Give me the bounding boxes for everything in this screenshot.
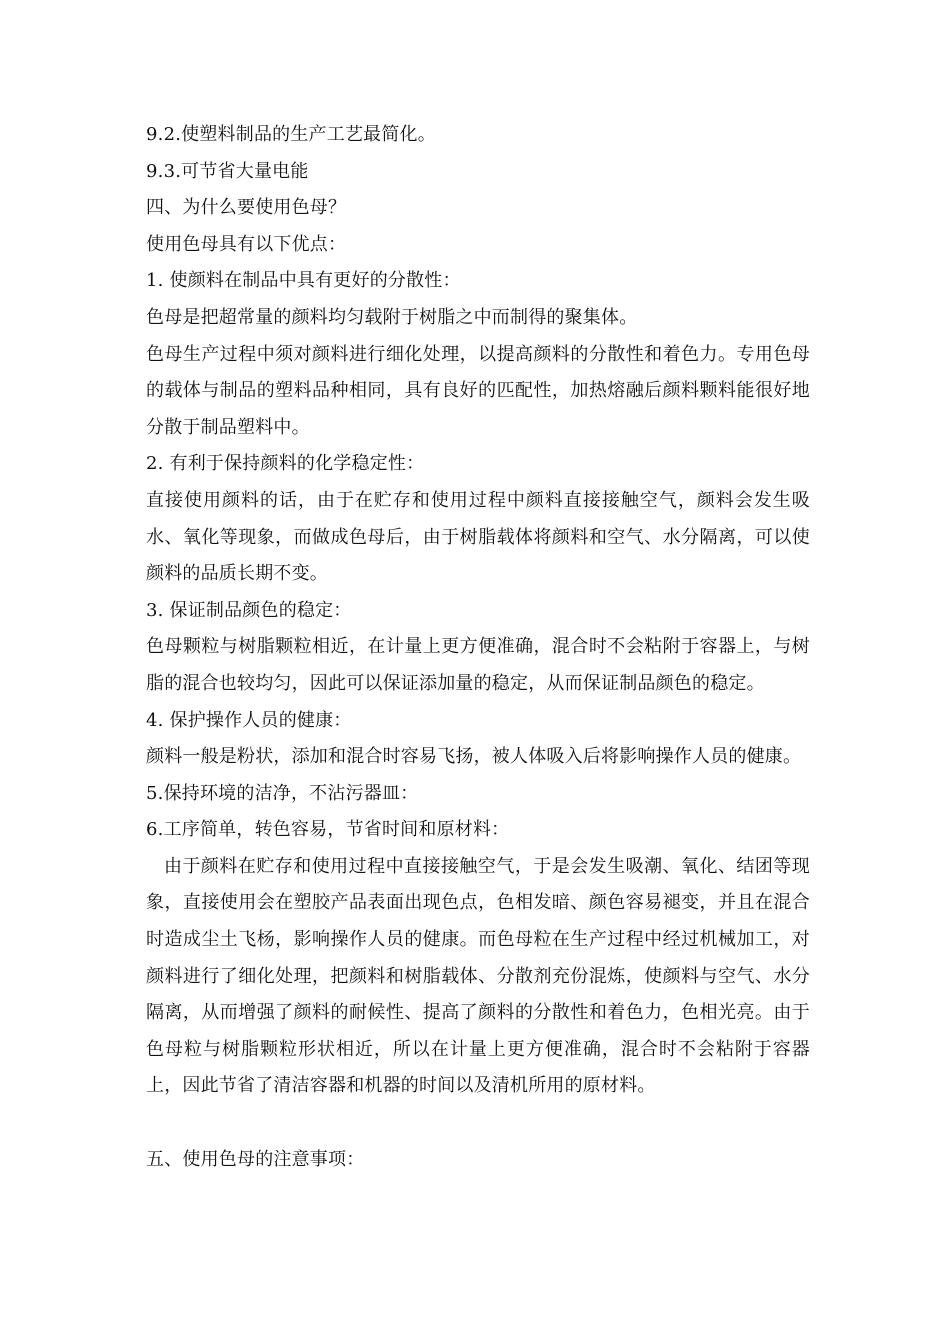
- paragraph-1: 色母生产过程中须对颜料进行细化处理，以提高颜料的分散性和着色力。专用色母的载体与制品的塑料品种相同，具有良好的匹配性，加热熔融后颜料颗料能很好地分散于制品塑料中。: [146, 343, 810, 438]
- paragraph-6: 由于颜料在贮存和使用过程中直接接触空气，于是会发生吸潮、氧化、结团等现象，直接使用会在塑胶产品表面出现色点，色相发暗、颜色容易褪变，并且在混合时造成尘土飞杨，影响操作人员的健康。而色母粒在生产过程中经过机械加工，对颜料进行了细化处理，把颜料和树脂载体、分散剂充份混炼，使颜料与空气、水分隔离，从而增强了颜料的耐候性、提高了颜料的分散性和着色力，色相光亮。由于色母粒与树脂颗粒形状相近，所以在计量上更方便准确，混合时不会粘附于容器上，因此节省了清洁容器和机器的时间以及清机所用的原材料。: [146, 855, 810, 1097]
- heading-1: 1. 使颜料在制品中具有更好的分散性：: [146, 270, 461, 292]
- heading-4: 4. 保护操作人员的健康：: [146, 709, 352, 731]
- item-9-2: 9.2.使塑料制品的生产工艺最简化。: [146, 124, 436, 145]
- section-heading-4: 四、为什么要使用色母？: [146, 197, 347, 219]
- heading-5: 5.保持环境的洁净，不沾污器皿：: [146, 782, 419, 804]
- item-9-3: 9.3.可节省大量电能: [146, 160, 309, 182]
- blank-line: [146, 1105, 810, 1142]
- paragraph-4: 颜料一般是粉状，添加和混合时容易飞扬，被人体吸入后将影响操作人员的健康。: [146, 746, 802, 768]
- intro-line: 使用色母具有以下优点：: [146, 233, 347, 255]
- document-page: [146, 117, 810, 1178]
- paragraph-2: 直接使用颜料的话，由于在贮存和使用过程中颜料直接接触空气，颜料会发生吸水、氧化等现象，而做成色母后，由于树脂载体将颜料和空气、水分隔离，可以使颜料的品质长期不变。: [146, 489, 810, 585]
- heading-6: 6.工序简单，转色容易，节省时间和原材料：: [146, 819, 510, 841]
- heading-2: 2. 有利于保持颜料的化学稳定性：: [146, 453, 425, 475]
- definition-line: 色母是把超常量的颜料均匀载附于树脂之中而制得的聚集体。: [146, 306, 638, 328]
- paragraph-3: 色母颗粒与树脂颗粒相近，在计量上更方便准确，混合时不会粘附于容器上，与树脂的混合也较均匀，因此可以保证添加量的稳定，从而保证制品颜色的稳定。: [146, 636, 810, 694]
- section-heading-5: 五、使用色母的注意事项：: [146, 1148, 365, 1170]
- heading-3: 3. 保证制品颜色的稳定：: [146, 599, 352, 621]
